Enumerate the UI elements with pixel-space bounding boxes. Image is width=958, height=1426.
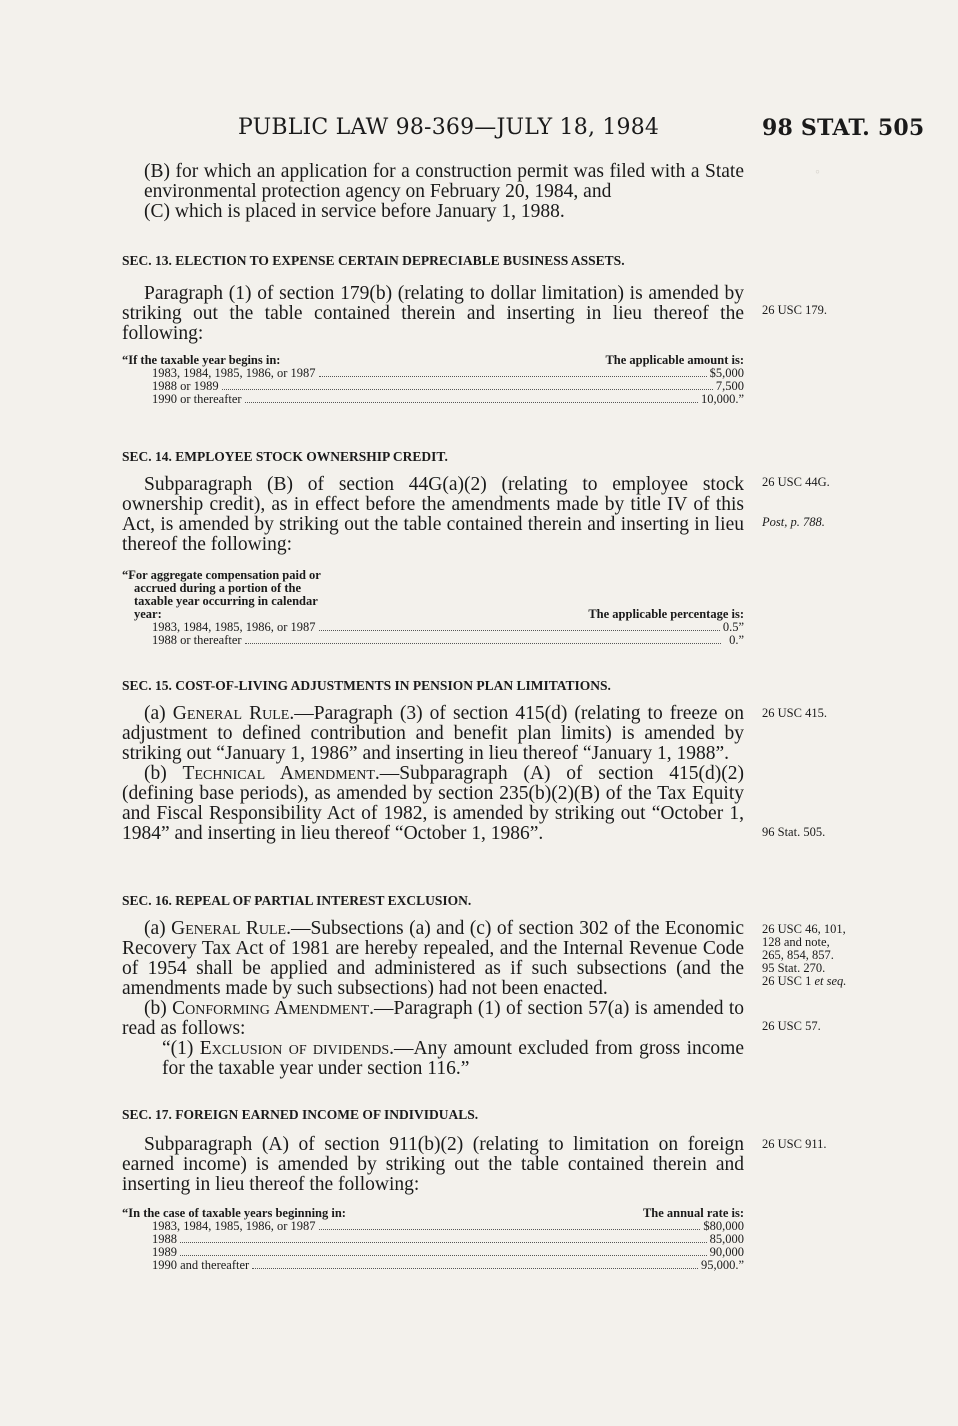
table-row-value: 90,000 bbox=[709, 1245, 744, 1259]
table-row-label: 1990 and thereafter bbox=[152, 1258, 250, 1272]
subparagraphs-b-c bbox=[122, 162, 744, 222]
subsection-heading: Conforming Amendment bbox=[172, 998, 370, 1019]
margin-note: 95 Stat. 270. bbox=[762, 961, 826, 975]
table-header-left: year: bbox=[134, 607, 162, 621]
section-13-text: Paragraph (1) of section 179(b) (relating to dollar limitation) is amended by striking out the table contained therein and inserting in lieu thereof the following: bbox=[122, 283, 744, 344]
subsection-text: Subsections (a) and (c) of section 302 of the Economic Recovery Tax Act of 1981 are hereby repealed, and the Internal Revenue Code of 1954 shall be applied and administered as if such subsections (and the amendments made by such subsections) had not been enacted. bbox=[122, 918, 744, 999]
quoted-heading: Exclusion of dividends bbox=[199, 1038, 390, 1059]
table-row bbox=[122, 1233, 744, 1246]
table-header-right: The annual rate is: bbox=[642, 1206, 744, 1220]
table-row-label: 1988 bbox=[152, 1232, 177, 1246]
table-row-label: 1983, 1984, 1985, 1986, or 1987 bbox=[152, 366, 316, 380]
subsection-heading: General Rule bbox=[171, 918, 287, 939]
table-header-line: “For aggregate compensation paid or bbox=[122, 568, 321, 582]
table-row-value: 10,000.” bbox=[700, 392, 744, 406]
section-15-heading: SEC. 15. COST-OF-LIVING ADJUSTMENTS IN PENSION PLAN LIMITATIONS. bbox=[122, 678, 611, 693]
running-header-stat: 98 STAT. 505 bbox=[762, 115, 925, 141]
dot-leader bbox=[180, 1242, 707, 1243]
section-17-heading: SEC. 17. FOREIGN EARNED INCOME OF INDIVIDUALS. bbox=[122, 1107, 479, 1122]
dot-leader bbox=[245, 643, 721, 644]
quoted-paragraph: “(1) Exclusion of dividends.—Any amount excluded from gross income for the taxable year under section 116.” bbox=[162, 1038, 744, 1079]
table-row-label: 1988 or 1989 bbox=[152, 379, 219, 393]
running-header-title: PUBLIC LAW 98-369—JULY 18, 1984 bbox=[238, 115, 660, 140]
table-header-line: taxable year occurring in calendar bbox=[134, 594, 318, 608]
table-row-value: $80,000 bbox=[703, 1219, 744, 1233]
dot-leader bbox=[319, 376, 707, 377]
table-header-left: “If the taxable year begins in: bbox=[122, 353, 281, 367]
table-row-value: 0.” bbox=[729, 633, 744, 647]
dot-leader bbox=[245, 402, 698, 403]
subparagraph-c: (C) which is placed in service before January 1, 1988. bbox=[144, 201, 565, 222]
section-13-heading: SEC. 13. ELECTION TO EXPENSE CERTAIN DEPRECIABLE BUSINESS ASSETS. bbox=[122, 253, 625, 268]
table-header-right: The applicable amount is: bbox=[605, 353, 744, 367]
margin-note: 26 USC 1 et seq. bbox=[762, 974, 847, 988]
table-header-right: The applicable percentage is: bbox=[588, 607, 744, 621]
section-13-table bbox=[122, 354, 744, 406]
margin-note: 26 USC 179. bbox=[762, 303, 827, 317]
table-row bbox=[122, 1220, 744, 1233]
margin-note: 26 USC 46, 101, bbox=[762, 922, 846, 936]
section-15 bbox=[122, 678, 744, 844]
section-16-heading: SEC. 16. REPEAL OF PARTIAL INTEREST EXCLUSION. bbox=[122, 893, 472, 908]
table-row bbox=[122, 1259, 744, 1272]
margin-note: 96 Stat. 505. bbox=[762, 825, 826, 839]
dot-leader bbox=[222, 389, 713, 390]
table-row-label: 1989 bbox=[152, 1245, 177, 1259]
margin-note: 26 USC 44G. bbox=[762, 475, 830, 489]
section-17 bbox=[122, 1107, 744, 1272]
dot-leader bbox=[180, 1255, 707, 1256]
margin-note: 26 USC 415. bbox=[762, 706, 827, 720]
dot-leader bbox=[319, 1229, 701, 1230]
dot-leader bbox=[252, 1268, 698, 1269]
section-14-table bbox=[122, 569, 744, 647]
bleed-through-mark: ◦ bbox=[815, 165, 820, 180]
section-16-subsection-b: (b) Conforming Amendment.—Paragraph (1) of section 57(a) is amended to read as follows: bbox=[122, 998, 744, 1039]
margin-note: 26 USC 911. bbox=[762, 1137, 827, 1151]
section-14 bbox=[122, 449, 744, 647]
table-row-value: 0.5” bbox=[722, 620, 744, 634]
margin-note-block bbox=[762, 923, 846, 988]
section-14-text: Subparagraph (B) of section 44G(a)(2) (relating to employee stock ownership credit), as in effect before the amendments made by title IV of this Act, is amended by striking out the table contained therein and inserting in lieu thereof the following: bbox=[122, 474, 744, 555]
table-row-label: 1983, 1984, 1985, 1986, or 1987 bbox=[152, 1219, 316, 1233]
table-row-value: 95,000.” bbox=[700, 1258, 744, 1272]
margin-note: 26 USC 57. bbox=[762, 1019, 821, 1033]
section-17-text: Subparagraph (A) of section 911(b)(2) (relating to limitation on foreign earned income) is amended by striking out the table contained therein and inserting in lieu thereof the following: bbox=[122, 1134, 744, 1195]
subsection-text: Paragraph (1) of section 57(a) is amended to read as follows: bbox=[122, 998, 744, 1039]
table-row-value: $5,000 bbox=[709, 366, 744, 380]
table-row-value: 85,000 bbox=[709, 1232, 744, 1246]
section-14-heading: SEC. 14. EMPLOYEE STOCK OWNERSHIP CREDIT. bbox=[122, 449, 448, 464]
table-header-line: accrued during a portion of the bbox=[134, 581, 302, 595]
section-15-subsection-b: (b) Technical Amendment.—Subparagraph (A) of section 415(d)(2) (defining base periods), as amended by section 235(b)(2)(B) of the Tax Equity and Fiscal Responsibility Act of 1982, is amended by striking out “October 1, 1984” and inserting in lieu thereof “October 1, 1986”. bbox=[122, 763, 744, 844]
section-16 bbox=[122, 893, 744, 1079]
subparagraph-b: (B) for which an application for a construction permit was filed with a State environmental protection agency on February 20, 1984, and bbox=[144, 161, 744, 202]
section-13 bbox=[122, 253, 744, 406]
quoted-text: Any amount excluded from gross income for the taxable year under section 116.” bbox=[162, 1038, 744, 1079]
margin-note: Post, p. 788. bbox=[762, 515, 825, 529]
section-15-subsection-a: (a) General Rule.—Paragraph (3) of section 415(d) (relating to freeze on adjustment to defined contribution and benefit plan limits) is amended by striking out “January 1, 1986” and inserting in lieu thereof “January 1, 1988”. bbox=[122, 703, 744, 764]
subsection-heading: General Rule bbox=[172, 703, 290, 724]
table-row-label: 1990 or thereafter bbox=[152, 392, 242, 406]
table-row-label: 1983, 1984, 1985, 1986, or 1987 bbox=[152, 620, 316, 634]
subsection-heading: Technical Amendment bbox=[182, 763, 375, 784]
table-row-label: 1988 or thereafter bbox=[152, 633, 242, 647]
section-16-subsection-a: (a) General Rule.—Subsections (a) and (c) of section 302 of the Economic Recovery Tax Act of 1981 are hereby repealed, and the Internal Revenue Code of 1954 shall be applied and administered as if such subsections (and the amendments made by such subsections) had not been enacted. bbox=[122, 918, 744, 999]
table-header-left: “In the case of taxable years beginning in: bbox=[122, 1206, 346, 1220]
table-row bbox=[122, 634, 744, 647]
table-row bbox=[122, 393, 744, 406]
margin-note: 265, 854, 857. bbox=[762, 948, 834, 962]
dot-leader bbox=[319, 630, 720, 631]
subsection-text: Paragraph (3) of section 415(d) (relating to freeze on adjustment to defined contribution and benefit plan limits) is amended by striking out “January 1, 1986” and inserting in lieu thereof “January 1, 1988”. bbox=[122, 703, 744, 764]
section-17-table bbox=[122, 1207, 744, 1272]
table-row-value: 7,500 bbox=[715, 379, 744, 393]
subsection-text: Subparagraph (A) of section 415(d)(2) (defining base periods), as amended by section 235(b)(2)(B) of the Tax Equity and Fiscal Responsibility Act of 1982, is amended by striking out “October 1, 1984” and inserting in lieu thereof “October 1, 1986”. bbox=[122, 763, 744, 844]
margin-note: 128 and note, bbox=[762, 935, 830, 949]
